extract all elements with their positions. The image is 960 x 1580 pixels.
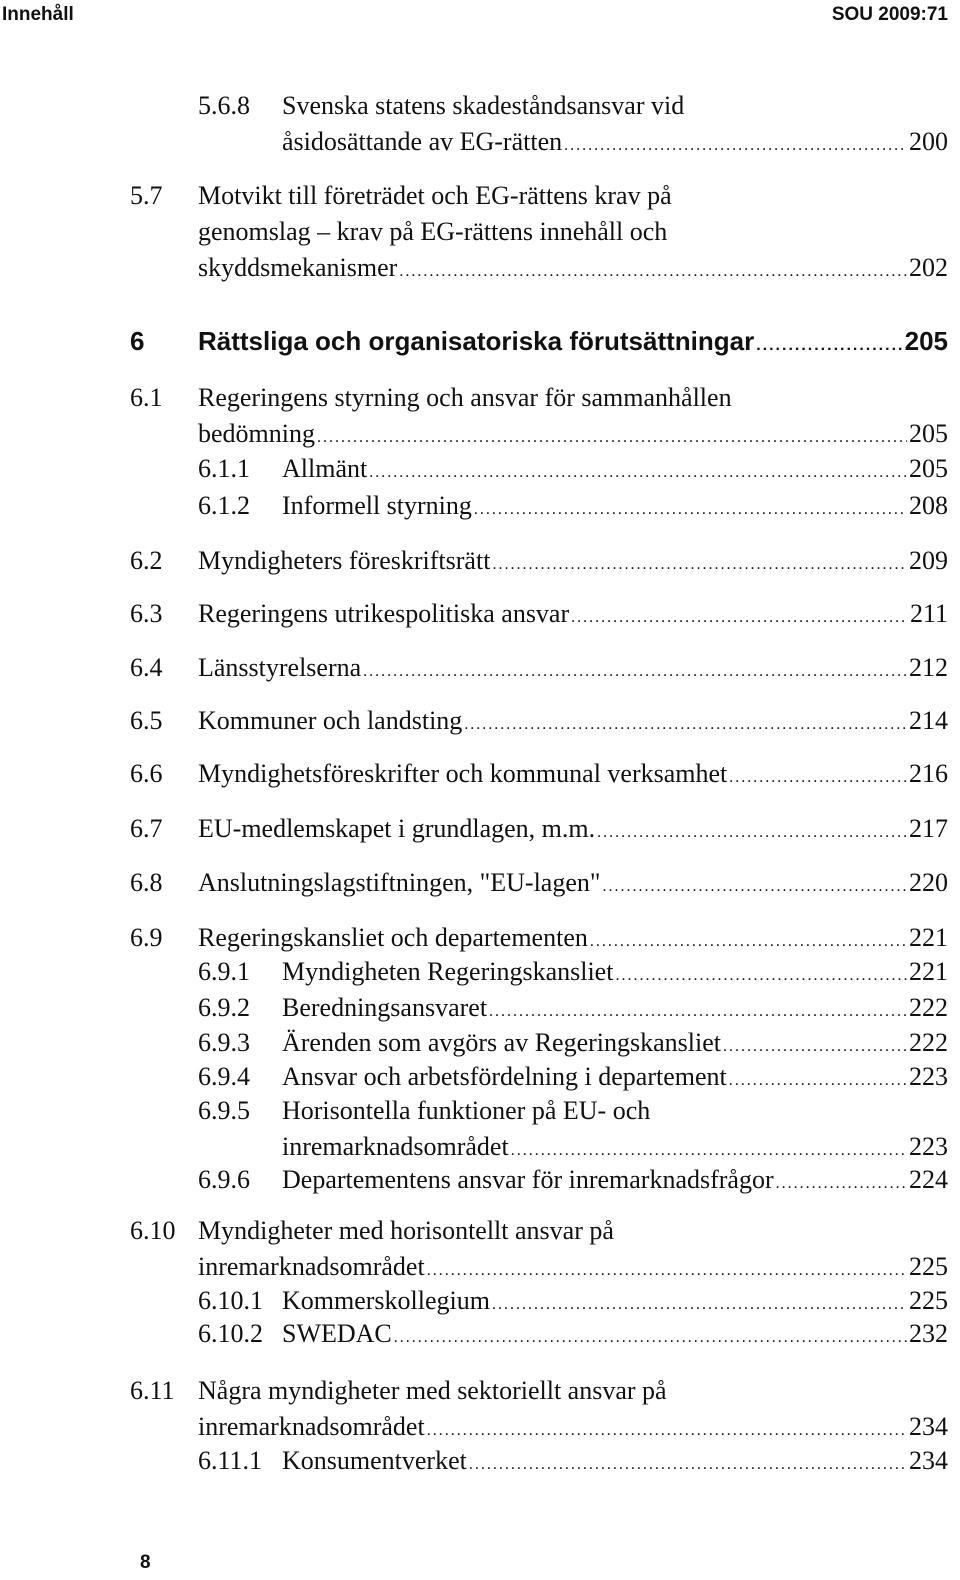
dot-leader — [511, 1135, 907, 1167]
toc-entry-number: 6.11 — [130, 1376, 175, 1405]
toc-entry-title-line: Myndigheter med horisontellt ansvar på — [198, 1216, 614, 1245]
toc-entry-title: SWEDAC — [282, 1319, 392, 1348]
dot-leader — [464, 709, 907, 741]
toc-entry-title: bedömning — [198, 419, 315, 448]
dot-leader — [369, 457, 907, 489]
toc-entry-title-line: Några myndigheter med sektoriellt ansvar på — [198, 1376, 667, 1405]
toc-entry-page-number: 232 — [909, 1319, 948, 1348]
dot-leader — [469, 1449, 907, 1481]
toc-entry-page-number: 225 — [909, 1286, 948, 1315]
toc-entry-page-number: 225 — [909, 1252, 948, 1281]
dot-leader — [603, 871, 907, 903]
toc-entry-page-number: 209 — [909, 546, 948, 575]
toc-entry-title: Ärenden som avgörs av Regeringskansliet — [282, 1028, 722, 1057]
toc-entry-title: Myndigheten Regeringskansliet — [282, 957, 614, 986]
toc-entry-page-number: 220 — [909, 868, 948, 897]
dot-leader — [399, 256, 907, 288]
toc-entry-page-number: 221 — [909, 923, 948, 952]
toc-entry-page-number: 223 — [909, 1132, 948, 1161]
toc-entry-page-number: 234 — [909, 1446, 948, 1475]
toc-entry-title: åsidosättande av EG-rätten — [282, 127, 563, 156]
toc-entry-title: Kommerskollegium — [282, 1286, 490, 1315]
toc-entry-page-number: 200 — [909, 127, 948, 156]
toc-entry-number: 6.11.1 — [198, 1446, 263, 1475]
toc-entry-title: Myndigheters föreskriftsrätt — [198, 546, 491, 575]
toc-entry-number: 6.10 — [130, 1216, 176, 1245]
toc-entry-page-number: 211 — [909, 599, 948, 628]
toc-entry-page-number: 214 — [909, 706, 948, 735]
toc-entry-number: 6.9.4 — [198, 1062, 250, 1091]
toc-entry-title: Allmänt — [282, 454, 368, 483]
toc-entry-number: 6.1 — [130, 383, 163, 412]
toc-entry-page-number: 223 — [909, 1062, 948, 1091]
toc-entry-number: 6.9.1 — [198, 957, 250, 986]
toc-entry-number: 6.9.3 — [198, 1028, 250, 1057]
dot-leader — [564, 130, 907, 162]
toc-entry-number: 6.2 — [130, 546, 163, 575]
toc-entry-title: Anslutningslagstiftningen, "EU-lagen" — [198, 868, 601, 897]
toc-entry-number: 5.6.8 — [198, 91, 250, 120]
toc-entry-title-line: Regeringens styrning och ansvar för sammanhållen — [198, 383, 732, 412]
dot-leader — [489, 996, 907, 1028]
toc-entry-number: 6.4 — [130, 653, 163, 682]
dot-leader — [729, 1065, 907, 1097]
toc-entry-title: Departementens ansvar för inremarknadsfrågor — [282, 1165, 774, 1194]
toc-entry-number: 5.7 — [130, 181, 163, 210]
dot-leader — [776, 1168, 907, 1200]
running-header-section: Innehåll — [2, 4, 74, 25]
page-number: 8 — [140, 1552, 151, 1573]
toc-entry-number: 6.5 — [130, 706, 163, 735]
toc-entry-number: 6.1.2 — [198, 491, 250, 520]
dot-leader — [590, 926, 907, 958]
toc-entry-page-number: 222 — [909, 993, 948, 1022]
toc-entry-title: Beredningsansvaret — [282, 993, 488, 1022]
dot-leader — [363, 656, 907, 688]
toc-entry-title-line: Svenska statens skadeståndsansvar vid — [282, 91, 685, 120]
toc-entry-page-number: 205 — [909, 419, 948, 448]
toc-entry-number: 6.6 — [130, 759, 163, 788]
toc-entry-title: Ansvar och arbetsfördelning i departement — [282, 1062, 727, 1091]
toc-entry-title: Rättsliga och organisatoriska förutsättningar — [198, 326, 755, 356]
dot-leader — [474, 494, 907, 526]
toc-entry-title: Kommuner och landsting — [198, 706, 463, 735]
toc-entry-title: Informell styrning — [282, 491, 472, 520]
toc-entry-page-number: 202 — [909, 253, 948, 282]
dot-leader — [615, 960, 907, 992]
toc-entry-page-number: 221 — [909, 957, 948, 986]
toc-entry-page-number: 208 — [909, 491, 948, 520]
running-header-report-id: SOU 2009:71 — [831, 4, 948, 25]
toc-entry-number: 6.7 — [130, 814, 163, 843]
toc-entry-title: Länsstyrelserna — [198, 653, 362, 682]
toc-entry-number: 6.8 — [130, 868, 163, 897]
toc-entry-page-number: 222 — [909, 1028, 948, 1057]
toc-entry-page-number: 212 — [909, 653, 948, 682]
toc-entry-page-number: 205 — [904, 326, 948, 356]
toc-entry-title: Regeringskansliet och departementen — [198, 923, 588, 952]
dot-leader — [597, 817, 907, 849]
toc-entry-title-line: Horisontella funktioner på EU- och — [282, 1096, 651, 1125]
toc-entry-page-number: 217 — [909, 814, 948, 843]
toc-entry-page-number: 216 — [909, 759, 948, 788]
dot-leader — [427, 1415, 907, 1447]
dot-leader — [756, 330, 902, 362]
toc-entry-number: 6.9.5 — [198, 1096, 250, 1125]
toc-entry-title: inremarknadsområdet — [282, 1132, 509, 1161]
toc-entry-number: 6.9.6 — [198, 1165, 250, 1194]
toc-entry-title: skyddsmekanismer — [198, 253, 398, 282]
toc-entry-number: 6.1.1 — [198, 454, 250, 483]
dot-leader — [729, 762, 907, 794]
toc-entry-title: Regeringens utrikespolitiska ansvar — [198, 599, 570, 628]
dot-leader — [571, 602, 908, 634]
toc-entry-page-number: 234 — [909, 1412, 948, 1441]
dot-leader — [394, 1322, 907, 1354]
toc-entry-title-line: Motvikt till företrädet och EG-rättens krav på — [198, 181, 672, 210]
toc-entry-title: Konsumentverket — [282, 1446, 467, 1475]
toc-entry-title: Myndighetsföreskrifter och kommunal verksamhet — [198, 759, 728, 788]
dot-leader — [723, 1031, 907, 1063]
toc-entry-number: 6.3 — [130, 599, 163, 628]
toc-entry-number: 6.9 — [130, 923, 163, 952]
dot-leader — [427, 1255, 907, 1287]
toc-entry-title: inremarknadsområdet — [198, 1252, 425, 1281]
toc-entry-number: 6.9.2 — [198, 993, 250, 1022]
toc-entry-page-number: 205 — [909, 454, 948, 483]
toc-entry-title: EU-medlemskapet i grundlagen, m.m. — [198, 814, 596, 843]
dot-leader — [492, 549, 907, 581]
toc-entry-number: 6 — [130, 326, 145, 356]
dot-leader — [492, 1289, 907, 1321]
toc-entry-number: 6.10.1 — [198, 1286, 263, 1315]
toc-entry-title: inremarknadsområdet — [198, 1412, 425, 1441]
toc-entry-page-number: 224 — [909, 1165, 948, 1194]
toc-entry-number: 6.10.2 — [198, 1319, 263, 1348]
toc-entry-title-line: genomslag – krav på EG-rättens innehåll och — [198, 217, 668, 246]
dot-leader — [317, 422, 907, 454]
